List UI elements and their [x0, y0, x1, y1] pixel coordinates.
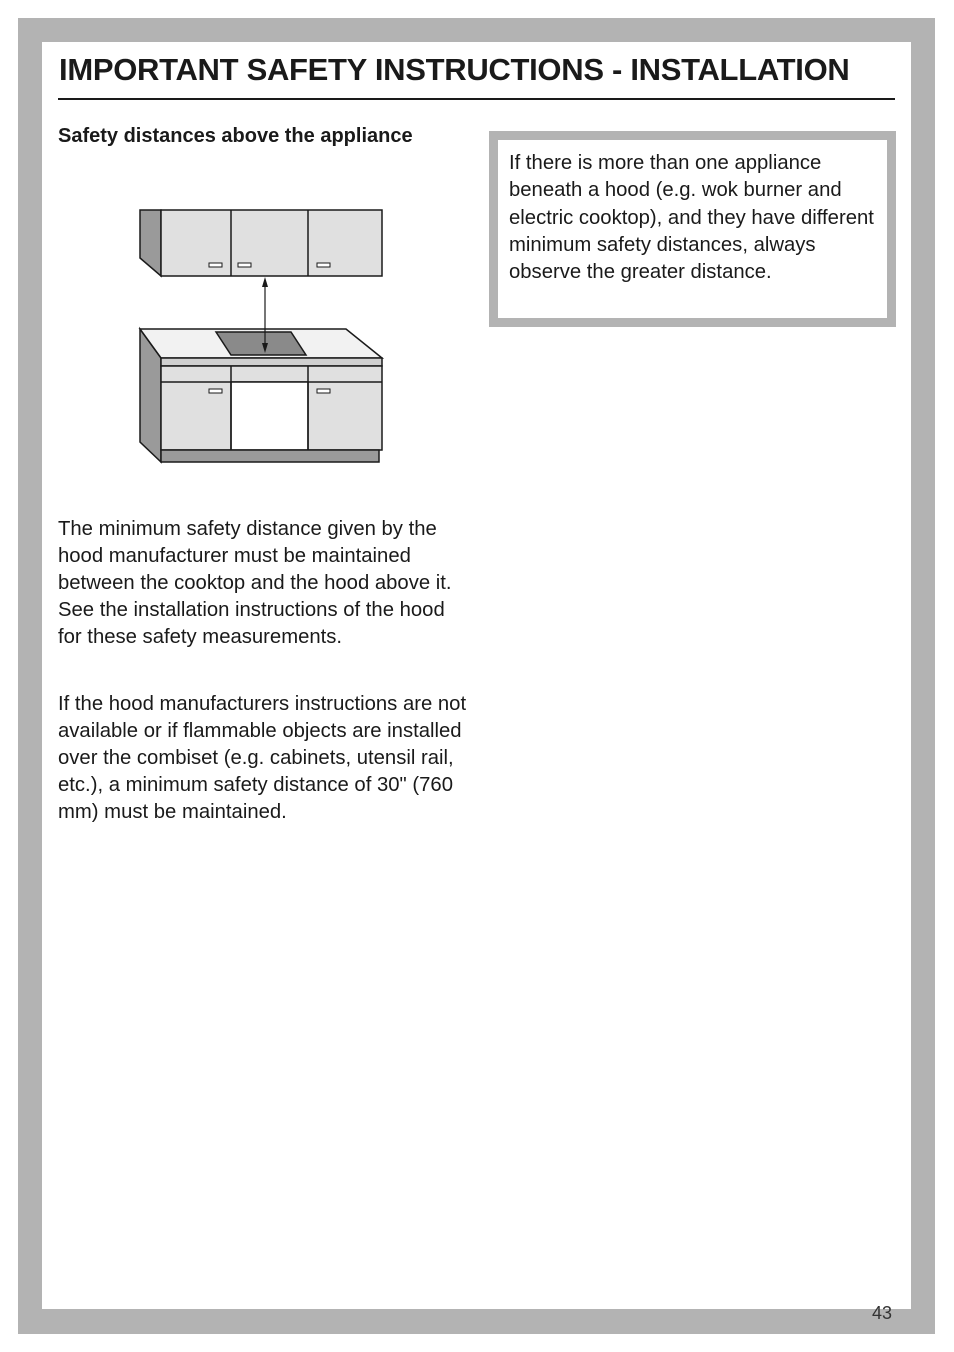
wall-cabinets	[140, 210, 382, 276]
safety-distance-illustration	[130, 200, 390, 470]
paragraph-fallback-distance: If the hood manufacturers instructions are not available or if flammable objects are installed over the combiset (e.g. cabinets, utensil rail, etc.), a minimum safety distance of 30" (760 mm) must be maintained.	[58, 693, 467, 823]
paragraph-minimum-distance: The minimum safety distance given by the hood manufacturer must be maintained between the cooktop and the hood above it. See the installation instructions of the hood for these safety measurements.	[58, 518, 452, 648]
title-divider	[58, 98, 895, 100]
cooktop	[216, 332, 306, 355]
page-number: 43	[872, 1303, 893, 1323]
note-text: If there is more than one appliance beneath a hood (e.g. wok burner and electric cooktop), and they have different minimum safety distances, always observe the greater distance.	[509, 152, 874, 284]
section-heading: Safety distances above the appliance	[58, 125, 413, 147]
page-title: IMPORTANT SAFETY INSTRUCTIONS - INSTALLATION	[59, 52, 850, 87]
